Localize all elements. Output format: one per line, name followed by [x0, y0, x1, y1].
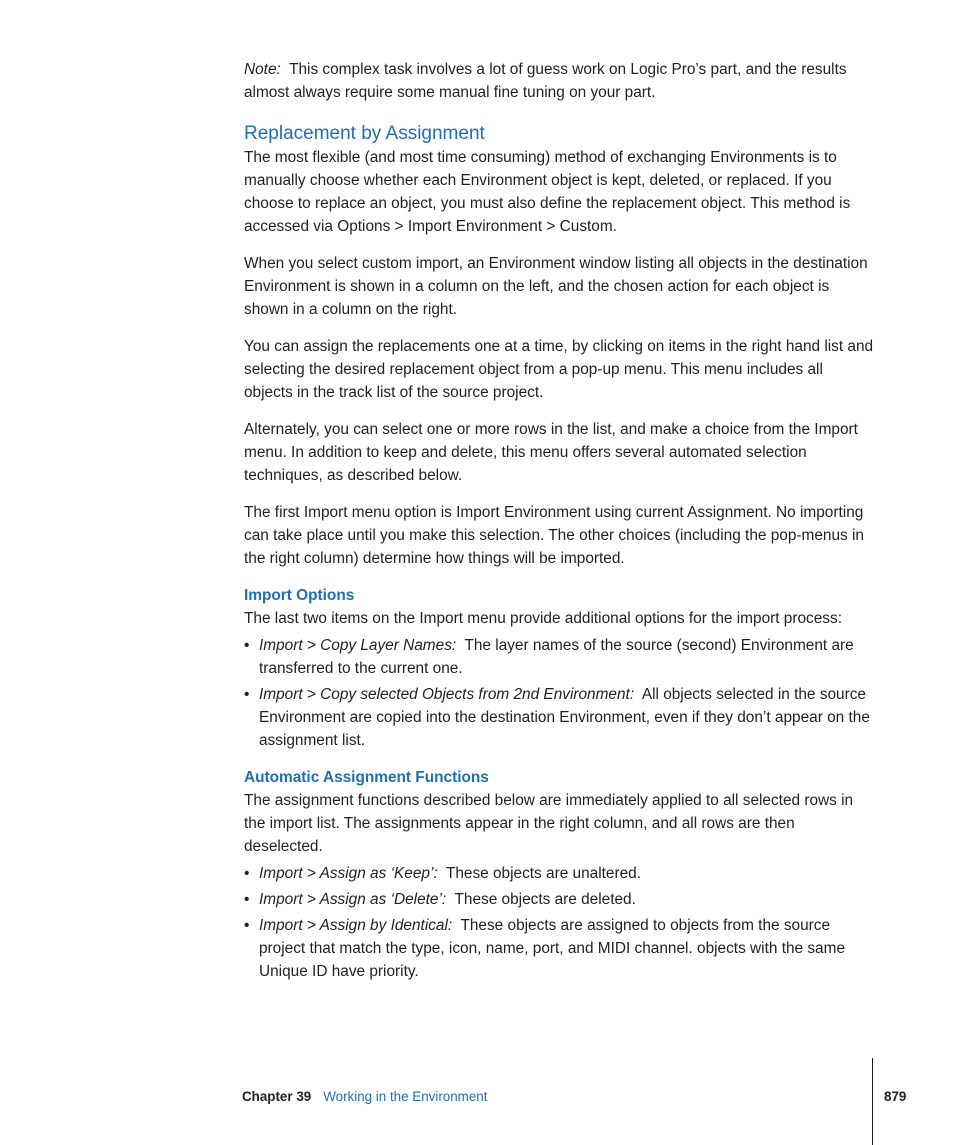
paragraph: You can assign the replacements one at a time, by clicking on items in the right hand list and selecting the desired replacement object from a pop-up menu. This menu includes all objects in the track list of the source project. [244, 338, 874, 401]
assignment-functions-list [244, 862, 874, 983]
heading-replacement-by-assignment: Replacement by Assignment [244, 123, 485, 144]
list-item-text: These objects are deleted. [454, 891, 636, 908]
bullet: • [244, 917, 250, 934]
paragraph: When you select custom import, an Environment window listing all objects in the destination Environment is shown in a column on the left, and the chosen action for each object is shown in a column on the right. [244, 255, 868, 318]
list-item-term: Import > Assign as ‘Delete’: [259, 891, 447, 908]
paragraph: Alternately, you can select one or more rows in the list, and make a choice from the Import menu. In addition to keep and delete, this menu offers several automated selection techniques, as described below. [244, 421, 858, 484]
list-item-term: Import > Copy selected Objects from 2nd Environment: [259, 686, 635, 703]
note-text: This complex task involves a lot of guess work on Logic Pro’s part, and the results almost always require some manual fine tuning on your part. [244, 61, 847, 101]
list-item [244, 634, 874, 680]
list-item-term: Import > Assign by Identical: [259, 917, 453, 934]
note-label: Note: [244, 61, 281, 78]
bullet: • [244, 865, 250, 882]
paragraph: The first Import menu option is Import Environment using current Assignment. No importing can take place until you make this selection. The other choices (including the pop-menus in the right column) determine how things will be imported. [244, 504, 864, 567]
heading-automatic-assignment-functions: Automatic Assignment Functions [244, 769, 489, 786]
page-footer [242, 1088, 487, 1106]
note-paragraph [244, 58, 874, 104]
list-item-text: These objects are assigned to objects from the source project that match the type, icon, name, port, and MIDI channel. objects with the same Unique ID have priority. [259, 917, 846, 980]
list-item-text: The layer names of the source (second) Environment are transferred to the current one. [259, 637, 854, 677]
list-item-text: All objects selected in the source Environment are copied into the destination Environment, even if they don’t appear on the assignment list. [259, 686, 870, 749]
list-item-term: Import > Copy Layer Names: [259, 637, 457, 654]
import-options-list [244, 634, 874, 752]
document-body [244, 58, 874, 997]
footer-divider [872, 1058, 873, 1145]
list-item-term: Import > Assign as ‘Keep’: [259, 865, 438, 882]
paragraph: The most flexible (and most time consuming) method of exchanging Environments is to manually choose whether each Environment object is kept, deleted, or replaced. If you choose to replace an object, you must also define the replacement object. This method is accessed via Options > Import Environment > Custom. [244, 149, 851, 235]
bullet: • [244, 686, 250, 703]
footer-chapter: Chapter 39 [242, 1089, 312, 1104]
bullet: • [244, 891, 250, 908]
footer-chapter-title[interactable]: Working in the Environment [323, 1089, 488, 1104]
paragraph: The last two items on the Import menu provide additional options for the import process: [244, 610, 842, 627]
list-item-text: These objects are unaltered. [445, 865, 642, 882]
list-item [244, 683, 874, 752]
paragraph: The assignment functions described below are immediately applied to all selected rows in the import list. The assignments appear in the right column, and all rows are then deselected. [244, 792, 854, 855]
list-item [244, 888, 874, 911]
bullet: • [244, 637, 250, 654]
heading-import-options: Import Options [244, 587, 355, 604]
list-item [244, 914, 874, 983]
page-number: 879 [884, 1089, 907, 1104]
list-item [244, 862, 874, 885]
